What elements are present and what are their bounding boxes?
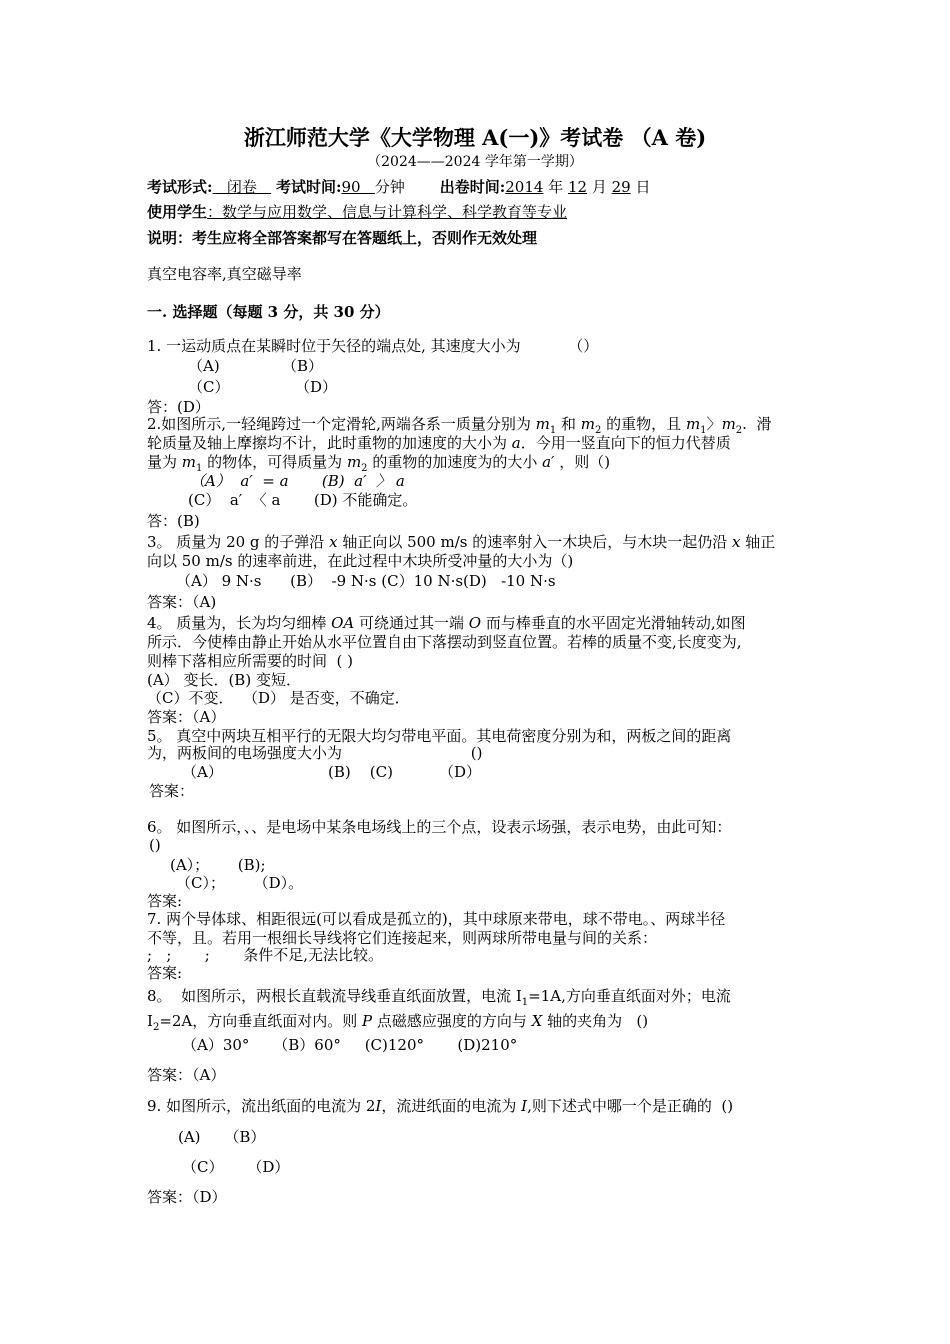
q2-var: a: [511, 434, 521, 452]
students-line: [147, 203, 567, 221]
q2-text: 和: [556, 415, 581, 433]
q8-text: =2A，方向垂直纸面对内。则: [159, 1012, 363, 1030]
q8-options: （A）30° （B）60° (C)120° (D)210°: [182, 1036, 518, 1054]
q6-options-cd: （C）； （D）。: [176, 874, 304, 892]
q2-var: m: [346, 453, 362, 471]
exam-title: 浙江师范大学《大学物理 A(一)》考试卷 （A 卷): [243, 125, 707, 150]
q4-line-1: [147, 614, 746, 632]
q6-options-ab: (A）； (B);: [170, 856, 266, 874]
q2-line-1: [147, 415, 772, 436]
q9-line-1: [147, 1097, 733, 1115]
time-unit: 分钟: [374, 178, 405, 196]
time-value: 90: [341, 178, 375, 196]
q2-text: . 滑: [742, 415, 772, 433]
q4-line-2: 所示．今使棒由静止开始从水平位置自由下落摆动到竖直位置。若棒的质量不变,长度变为,: [147, 633, 742, 651]
q2-answer: 答：(B): [147, 512, 200, 530]
q8-var: X: [531, 1012, 543, 1030]
q2-text: 的重物的加速度为的大小: [367, 453, 543, 471]
q9-var: I: [375, 1097, 382, 1115]
q2-text: 量为: [147, 453, 182, 471]
q2-sub: 1: [196, 463, 203, 474]
q5-answer: 答案：: [149, 782, 195, 800]
q2-var: a′: [542, 453, 555, 471]
q8-line-1: [147, 987, 731, 1008]
q1-option-b: （B）: [282, 357, 324, 375]
q3-text: 轴正向以 500 m/s 的速率射入一木块后，与木块一起仍沿: [337, 533, 732, 551]
exam-subtitle: （2024——2024 学年第一学期）: [367, 154, 583, 170]
exam-note: 说明：考生应将全部答案都写在答题纸上，否则作无效处理: [147, 229, 538, 247]
q3-line-1: [147, 533, 775, 551]
students-label: 使用学生: [147, 203, 208, 221]
q7-line-2: 不等，且。若用一根细长导线将它们连接起来，则两球所带电量与间的关系：: [147, 929, 658, 947]
q2-sub: 1: [700, 425, 707, 436]
q1-answer: 答：(D）: [147, 398, 210, 416]
q4-var: O: [468, 614, 482, 632]
q2-var: m: [580, 415, 596, 433]
q5-line-2: 为，两板间的电场强度大小为 (): [147, 744, 483, 762]
constants-line: 真空电容率,真空磁导率: [147, 265, 302, 283]
q2-var: m: [721, 415, 736, 433]
date-month: 12: [567, 178, 588, 196]
q2-sub: 2: [735, 425, 743, 436]
q1-option-d: （D）: [295, 378, 338, 396]
date-label: 出卷时间:: [439, 178, 506, 196]
q9-options-cd: （C） （D）: [182, 1158, 290, 1176]
time-label: 考试时间:: [275, 178, 342, 196]
q8-line-2: [147, 1012, 649, 1033]
q2-options-cd: (C） a′ 〈 a (D) 不能确定。: [188, 491, 418, 509]
q4-text: 4。 质量为，长为均匀细棒: [147, 614, 332, 632]
q7-answer: 答案:: [147, 964, 183, 982]
q1-stem: 1. 一运动质点在某瞬时位于矢径的端点处, 其速度大小为 （）: [147, 337, 599, 355]
q2-sub: 2: [361, 463, 368, 474]
q2-sub: 1: [549, 425, 557, 436]
q4-options-ab: (A） 变长．(B) 变短．: [147, 671, 301, 689]
q3-answer: 答案：（A): [147, 593, 217, 611]
q7-line-1: 7. 两个导体球、相距很远(可以看成是孤立的)，其中球原来带电，球不带电。、两球半径: [147, 910, 726, 928]
exam-info-line: [147, 178, 650, 196]
q2-var: m: [535, 415, 550, 433]
q3-text: 3。 质量为 20 g 的子弹沿: [147, 533, 330, 551]
q3-var: x: [329, 533, 338, 551]
q4-answer: 答案：（A）: [147, 708, 226, 726]
q3-options: （A） 9 N·s (B） -9 N·s (C）10 N·s(D) -10 N·s: [176, 572, 556, 590]
q8-sub: 1: [521, 997, 529, 1008]
q3-line-2: 向以 50 m/s 的速率前进，在此过程中木块所受冲量的大小为（): [147, 552, 574, 570]
q2-text: ，则（): [554, 453, 611, 471]
q8-text: =1A,方向垂直纸面对外；电流: [528, 987, 731, 1005]
q8-var: P: [362, 1012, 373, 1030]
q2-var: m: [181, 453, 197, 471]
q4-line-3: 则棒下落相应所需要的时间 ( ): [147, 652, 354, 670]
q2-sub: 2: [595, 425, 602, 436]
q9-text: ，流进纸面的电流为: [381, 1097, 522, 1115]
q5-options-bc: (B) (C): [328, 763, 393, 781]
q8-text: 点磁感应强度的方向与: [372, 1012, 532, 1030]
q6-line-2: (): [149, 836, 161, 854]
q8-sub: 2: [152, 1022, 160, 1033]
q4-text: 而与棒垂直的水平固定光滑轴转动,如图: [481, 614, 746, 632]
q3-var: x: [732, 533, 741, 551]
q2-text: 2.如图所示,一轻绳跨过一个定滑轮,两端各系一质量分别为: [147, 415, 536, 433]
q8-text: 8。 如图所示，两根长直载流导线垂直纸面放置，电流 I: [147, 987, 522, 1005]
q9-var: I: [521, 1097, 528, 1115]
date-year-unit: 年: [543, 178, 568, 196]
q9-text: 9. 如图所示，流出纸面的电流为 2: [147, 1097, 376, 1115]
section-title: 一. 选择题（每题 3 分，共 30 分）: [147, 303, 390, 321]
q5-option-d: （D）: [439, 763, 482, 781]
form-label: 考试形式:: [147, 178, 213, 196]
q2-text: ．今用一竖直向下的恒力代替质: [520, 434, 731, 452]
q1-option-a: （A): [188, 357, 220, 375]
q2-var: m: [685, 415, 701, 433]
q2-text: 〉: [706, 415, 722, 433]
q5-line-1: 5。 真空中两块互相平行的无限大均匀带电平面。其电荷密度分别为和，两板之间的距离: [147, 727, 732, 745]
students-value: ：数学与应用数学、信息与计算科学、科学教育等专业: [207, 203, 568, 221]
q9-text: ,则下述式中哪一个是正确的 (): [527, 1097, 734, 1115]
q6-answer: 答案:: [147, 892, 183, 910]
q2-text: 轮质量及轴上摩擦均不计，此时重物的加速度的大小为: [147, 434, 512, 452]
q3-text: 轴正: [740, 533, 776, 551]
form-value: 闭卷: [212, 178, 272, 196]
q2-text: 的物体，可得质量为: [202, 453, 347, 471]
date-day: 29: [611, 178, 631, 196]
q8-text: 轴的夹角为 (): [542, 1012, 649, 1030]
q5-option-a: （A）: [182, 763, 223, 781]
q4-var: OA: [331, 614, 355, 632]
q9-answer: 答案：（D）: [147, 1188, 227, 1206]
date-year: 2014: [505, 178, 544, 196]
q7-options: ; ; ; 条件不足,无法比较。: [147, 946, 383, 964]
q4-text: 可绕通过其一端: [354, 614, 469, 632]
date-day-unit: 日: [630, 178, 651, 196]
q2-line-2: [147, 434, 731, 452]
q6-line-1: 6。 如图所示，、、是电场中某条电场线上的三个点，设表示场强，表示电势，由此可知：: [147, 818, 732, 836]
q2-line-3: [147, 453, 611, 474]
q8-answer: 答案：（A）: [147, 1066, 226, 1084]
q1-option-c: （C）: [188, 378, 230, 396]
date-month-unit: 月: [587, 178, 612, 196]
q2-text: 的重物，且: [601, 415, 686, 433]
q2-options-ab: （A） a′ = a (B) a′ 〉 a: [190, 472, 405, 490]
q9-options-ab: (A) （B）: [178, 1128, 266, 1146]
q4-options-cd: （C）不变． （D） 是否变，不确定．: [147, 689, 410, 707]
q8-text: I: [147, 1012, 153, 1030]
